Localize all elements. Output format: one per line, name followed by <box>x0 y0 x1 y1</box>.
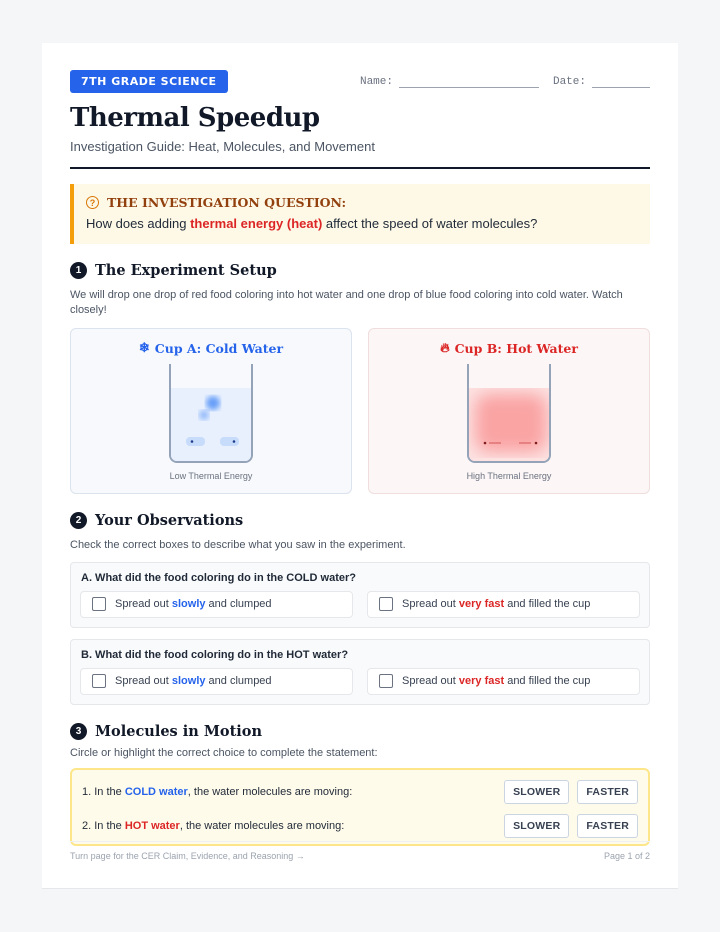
thermal-energy-highlight: thermal energy (heat) <box>190 216 323 231</box>
faster-choice[interactable]: FASTER <box>577 814 638 838</box>
checkbox[interactable] <box>379 597 393 611</box>
blue-dye-blob <box>171 388 253 461</box>
cup-b-caption: High Thermal Energy <box>466 471 552 481</box>
section-number: 1 <box>70 262 87 279</box>
page-footer <box>70 841 650 861</box>
option-slowly[interactable] <box>80 591 353 618</box>
faster-choice[interactable]: FASTER <box>577 780 638 804</box>
cup-b-card <box>368 328 650 494</box>
page-subtitle: Investigation Guide: Heat, Molecules, and Movement <box>70 139 375 154</box>
page-title: Thermal Speedup <box>70 103 320 133</box>
motion-statement: 1. In the COLD water, the water molecules are moving: <box>82 785 353 798</box>
hot-beaker <box>467 364 551 463</box>
option-label: Spread out very fast and filled the cup <box>402 598 591 610</box>
cold-water <box>171 388 251 461</box>
section-description: Check the correct boxes to describe what you saw in the experiment. <box>70 539 406 551</box>
date-line[interactable] <box>592 76 650 88</box>
name-label: Name: <box>359 76 393 88</box>
option-slowly[interactable] <box>80 668 353 695</box>
footer-next-note: Turn page for the CER Claim, Evidence, and Reasoning → <box>70 851 305 861</box>
checkbox[interactable] <box>379 674 393 688</box>
slower-choice[interactable]: SLOWER <box>504 814 569 838</box>
option-very-fast[interactable] <box>367 668 640 695</box>
section-title: The Experiment Setup <box>95 262 277 279</box>
section-title: Your Observations <box>95 512 244 529</box>
title-divider <box>70 167 650 169</box>
hot-water <box>469 388 549 461</box>
section-2-header <box>70 512 650 529</box>
option-very-fast[interactable] <box>367 591 640 618</box>
section-description: Circle or highlight the correct choice to complete the statement: <box>70 746 378 759</box>
motion-row-cold <box>82 778 638 805</box>
cup-a-caption: Low Thermal Energy <box>169 471 253 481</box>
cups-row <box>70 328 650 494</box>
red-dye-cloud <box>469 388 551 461</box>
question-heading: THE INVESTIGATION QUESTION: <box>107 195 347 210</box>
checkbox[interactable] <box>92 674 106 688</box>
question-text: How does adding thermal energy (heat) affect the speed of water molecules? <box>86 216 538 231</box>
cup-a-title: Cup A: Cold Water <box>154 341 284 356</box>
question-circle-icon: ? <box>86 196 99 209</box>
option-label: Spread out slowly and clumped <box>115 675 272 687</box>
worksheet-page <box>42 43 678 889</box>
option-label: Spread out very fast and filled the cup <box>402 675 591 687</box>
option-label: Spread out slowly and clumped <box>115 598 272 610</box>
checkbox[interactable] <box>92 597 106 611</box>
section-number: 3 <box>70 723 87 740</box>
observation-question-b <box>70 639 650 705</box>
section-title: Molecules in Motion <box>95 722 263 740</box>
observation-question-a <box>70 562 650 628</box>
section-1-header <box>70 262 650 279</box>
slower-choice[interactable]: SLOWER <box>504 780 569 804</box>
cup-a-card <box>70 328 352 494</box>
motion-row-hot <box>82 812 638 839</box>
molecules-motion-box <box>70 768 650 846</box>
cup-b-title: Cup B: Hot Water <box>454 341 578 356</box>
snowflake-icon: ❄ <box>138 341 150 356</box>
grade-badge: 7TH GRADE SCIENCE <box>70 70 228 93</box>
observation-prompt: A. What did the food coloring do in the COLD water? <box>81 571 356 584</box>
observation-prompt: B. What did the food coloring do in the HOT water? <box>81 648 349 661</box>
investigation-question-box <box>70 184 650 244</box>
motion-statement: 2. In the HOT water, the water molecules are moving: <box>82 819 345 832</box>
name-line[interactable] <box>399 76 539 88</box>
section-3-header <box>70 723 650 740</box>
cold-beaker <box>169 364 253 463</box>
section-description: We will drop one drop of red food coloring into hot water and one drop of blue food coloring into cold water. Watch closely! <box>70 289 623 316</box>
date-label: Date: <box>552 76 586 88</box>
section-number: 2 <box>70 512 87 529</box>
flame-icon: 🔥︎ <box>440 341 450 356</box>
name-date-fields <box>360 76 650 88</box>
page-number: Page 1 of 2 <box>603 851 650 861</box>
